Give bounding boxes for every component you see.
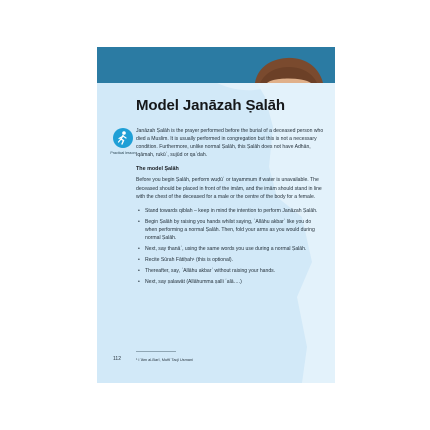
list-item: • Next, say thanāʾ, using the same words you use during a normal Ṣalāh. <box>145 245 324 253</box>
list-item: • Next, say ṣalawāt (Allāhumma ṣalli ʿalā….) <box>145 278 324 286</box>
running-person-icon <box>113 128 133 148</box>
footnote-divider <box>136 351 176 352</box>
list-item: • Stand towards qiblah – keep in mind the intention to perform Janāzah Ṣalāh. <box>145 207 324 215</box>
footnote: ¹ Iʿlām al-Barī, Muftī Taqī Usmani <box>136 357 194 362</box>
intro-paragraph: Janāzah Ṣalāh is the prayer performed before the burial of a deceased person who died a Muslim. It is usually performed in congregation but this is not a necessary condition. Furthermore, unlike normal Ṣalāh, this Ṣalāh does not have Adhān, Iqāmah, rukūʿ, sujūd or qaʿdah. <box>136 128 324 159</box>
lesson-body <box>136 127 324 290</box>
list-item: • Recite Sūrah Fātiḥah¹ (this is optional). <box>145 256 324 264</box>
steps-list <box>136 207 324 287</box>
section-paragraph: Before you begin Ṣalāh, perform wuḍūʾ or tayammum if water is unavailable. The deceased should be placed in front of the imām, and the imām should stand in line with the chest of the deceased for a male or the centre of the body for a female. <box>136 177 322 200</box>
page-number: 112 <box>113 356 121 362</box>
book-page <box>97 47 335 383</box>
badge-label: Practical lesson <box>110 151 136 155</box>
list-item: • Thereafter, say, ʿAllāhu akbarʾ without raising your hands. <box>145 267 324 275</box>
page-title: Model Janāzah Ṣalāh <box>136 97 285 114</box>
list-item: • Begin Ṣalāh by raising you hands whilst saying, ʿAllāhu akbarʾ like you do when performing a normal Ṣalāh. Then, fold your arms as you would during normal Ṣalāh. <box>145 218 324 242</box>
section-heading: The model Ṣalāh <box>136 166 179 173</box>
practical-lesson-badge <box>113 128 133 148</box>
